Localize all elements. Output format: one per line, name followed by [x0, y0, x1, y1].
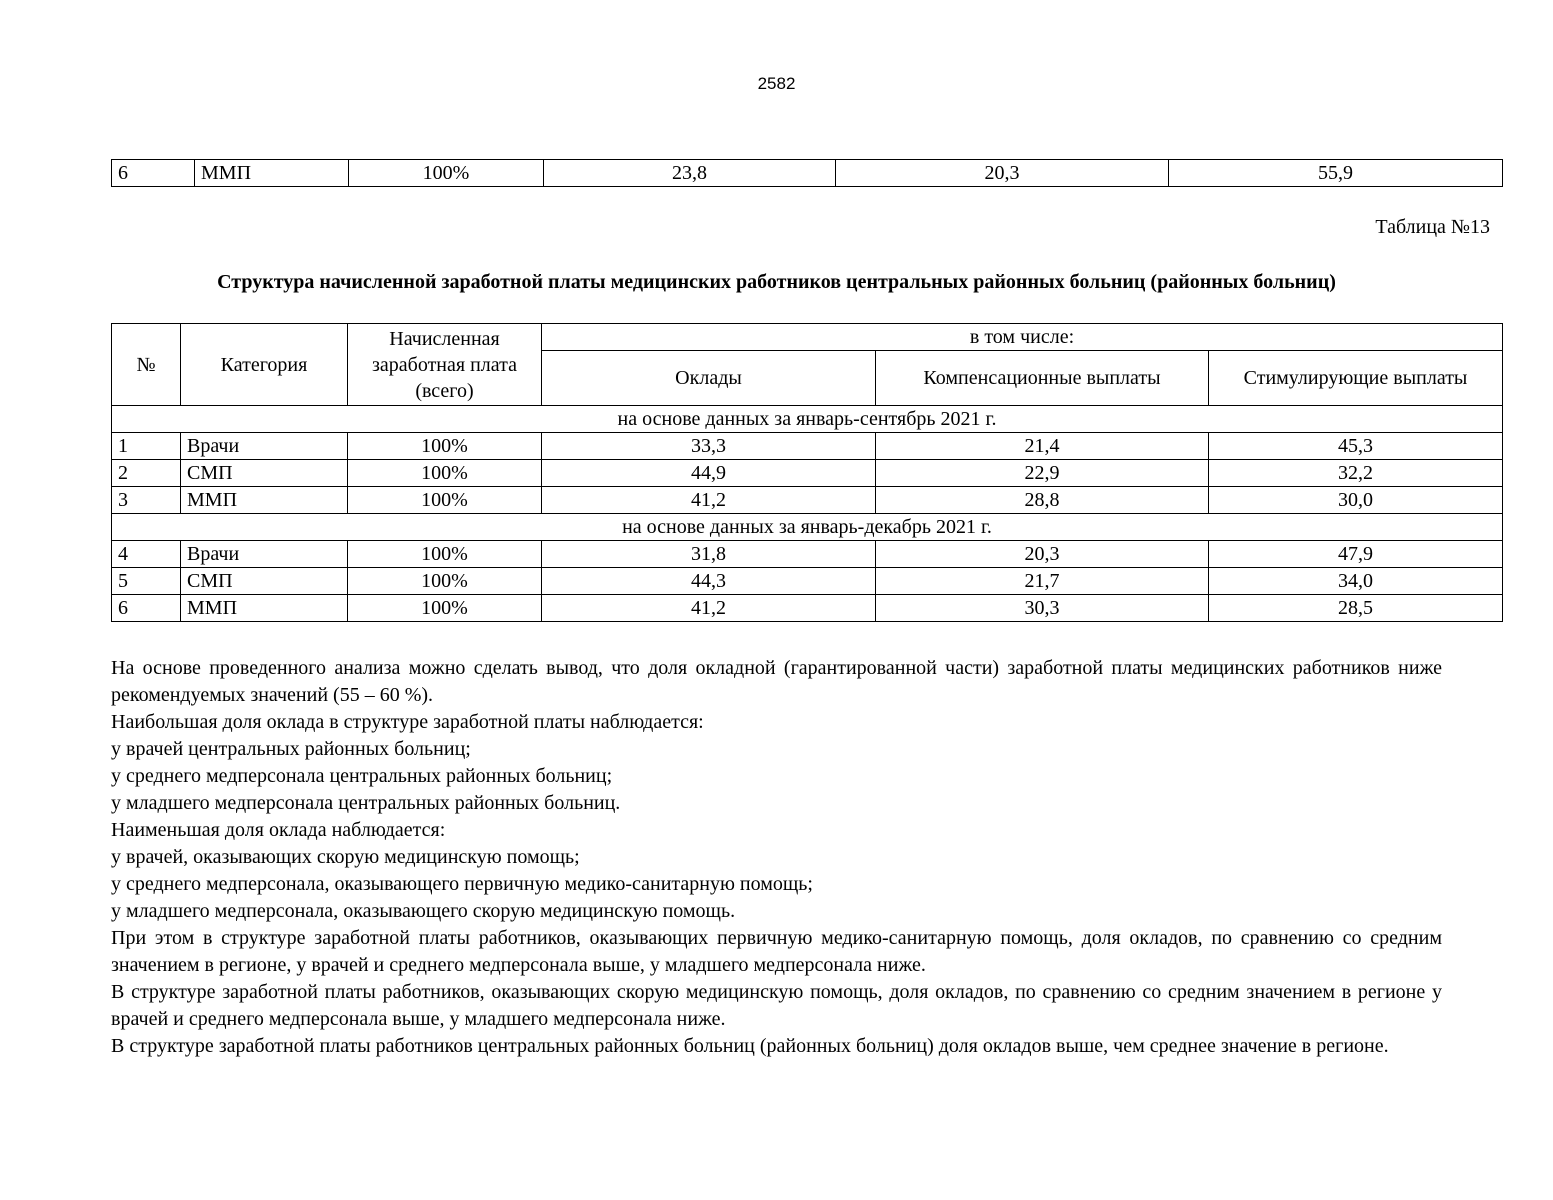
row-total: 100% — [348, 433, 542, 460]
paragraph: у врачей, оказывающих скорую медицинскую помощь; — [111, 846, 580, 868]
row-category: ММП — [181, 595, 348, 622]
paragraph: Наибольшая доля оклада в структуре заработной платы наблюдается: — [111, 711, 704, 733]
row-salary: 44,3 — [542, 568, 876, 595]
row-compensation: 20,3 — [836, 160, 1169, 187]
row-number: 6 — [112, 595, 181, 622]
row-category: СМП — [181, 460, 348, 487]
row-compensation: 28,8 — [876, 487, 1209, 514]
row-stimulating: 32,2 — [1209, 460, 1503, 487]
section-label: на основе данных за январь-сентябрь 2021 г. — [112, 406, 1503, 433]
table-row — [112, 487, 1503, 514]
paragraph: Наименьшая доля оклада наблюдается: — [111, 819, 446, 841]
row-number: 3 — [112, 487, 181, 514]
row-compensation: 22,9 — [876, 460, 1209, 487]
header-compensation: Компенсационные выплаты — [876, 351, 1209, 406]
table-row — [112, 595, 1503, 622]
row-stimulating: 47,9 — [1209, 541, 1503, 568]
paragraph: у младшего медперсонала центральных районных больниц. — [111, 792, 621, 814]
row-total: 100% — [348, 541, 542, 568]
paragraph: у младшего медперсонала, оказывающего скорую медицинскую помощь. — [111, 900, 736, 922]
table-row — [112, 160, 1503, 187]
row-category: ММП — [195, 160, 349, 187]
header-stimulating: Стимулирующие выплаты — [1209, 351, 1503, 406]
paragraph: На основе проведенного анализа можно сделать вывод, что доля окладной (гарантированной части) заработной платы медицинских работников ниже рекомендуемых значений (55 – 60 %). — [111, 657, 1442, 706]
row-salary: 41,2 — [542, 487, 876, 514]
paragraph: В структуре заработной платы работников центральных районных больниц (районных больниц) доля окладов выше, чем среднее значение в регионе. — [111, 1035, 1389, 1057]
row-number: 6 — [112, 160, 195, 187]
section-label: на основе данных за январь-декабрь 2021 г. — [112, 514, 1503, 541]
row-compensation: 21,4 — [876, 433, 1209, 460]
paragraph: у среднего медперсонала, оказывающего первичную медико-санитарную помощь; — [111, 873, 813, 895]
salary-structure-table — [111, 323, 1503, 622]
header-total-salary: Начисленная заработная плата (всего) — [348, 324, 542, 406]
row-stimulating: 28,5 — [1209, 595, 1503, 622]
continuation-table — [111, 159, 1503, 187]
header-category: Категория — [181, 324, 348, 406]
table-row — [112, 568, 1503, 595]
row-stimulating: 45,3 — [1209, 433, 1503, 460]
page-number: 2582 — [757, 74, 796, 93]
row-total: 100% — [348, 460, 542, 487]
table-row — [112, 541, 1503, 568]
row-number: 2 — [112, 460, 181, 487]
header-row — [112, 324, 1503, 351]
row-salary: 23,8 — [544, 160, 836, 187]
row-stimulating: 55,9 — [1169, 160, 1503, 187]
table-title: Структура начисленной заработной платы медицинских работников центральных районных больниц (районных больниц) — [217, 271, 1336, 293]
header-number: № — [112, 324, 181, 406]
header-including: в том числе: — [542, 324, 1503, 351]
paragraph: у среднего медперсонала центральных районных больниц; — [111, 765, 613, 787]
header-salary: Оклады — [542, 351, 876, 406]
row-total: 100% — [348, 595, 542, 622]
row-salary: 33,3 — [542, 433, 876, 460]
row-category: Врачи — [181, 433, 348, 460]
row-number: 4 — [112, 541, 181, 568]
row-category: Врачи — [181, 541, 348, 568]
row-total: 100% — [349, 160, 544, 187]
table-caption: Таблица №13 — [1375, 216, 1490, 238]
section-row — [112, 406, 1503, 433]
row-compensation: 21,7 — [876, 568, 1209, 595]
row-stimulating: 30,0 — [1209, 487, 1503, 514]
row-category: СМП — [181, 568, 348, 595]
table-row — [112, 433, 1503, 460]
paragraph: При этом в структуре заработной платы работников, оказывающих первичную медико-санитарную помощь, доля окладов, по сравнению со средним значением в регионе, у врачей и среднего медперсонала выше, у младшего медперсонала ниже. — [111, 927, 1442, 976]
row-number: 5 — [112, 568, 181, 595]
row-category: ММП — [181, 487, 348, 514]
section-row — [112, 514, 1503, 541]
row-salary: 41,2 — [542, 595, 876, 622]
table-row — [112, 460, 1503, 487]
row-total: 100% — [348, 568, 542, 595]
row-compensation: 20,3 — [876, 541, 1209, 568]
row-salary: 31,8 — [542, 541, 876, 568]
row-salary: 44,9 — [542, 460, 876, 487]
row-number: 1 — [112, 433, 181, 460]
row-total: 100% — [348, 487, 542, 514]
paragraph: у врачей центральных районных больниц; — [111, 738, 471, 760]
conclusion-text — [111, 655, 1442, 1060]
row-compensation: 30,3 — [876, 595, 1209, 622]
row-stimulating: 34,0 — [1209, 568, 1503, 595]
paragraph: В структуре заработной платы работников, оказывающих скорую медицинскую помощь, доля окладов, по сравнению со средним значением в регионе у врачей и среднего медперсонала выше, у младшего медперсонала ниже. — [111, 981, 1442, 1030]
